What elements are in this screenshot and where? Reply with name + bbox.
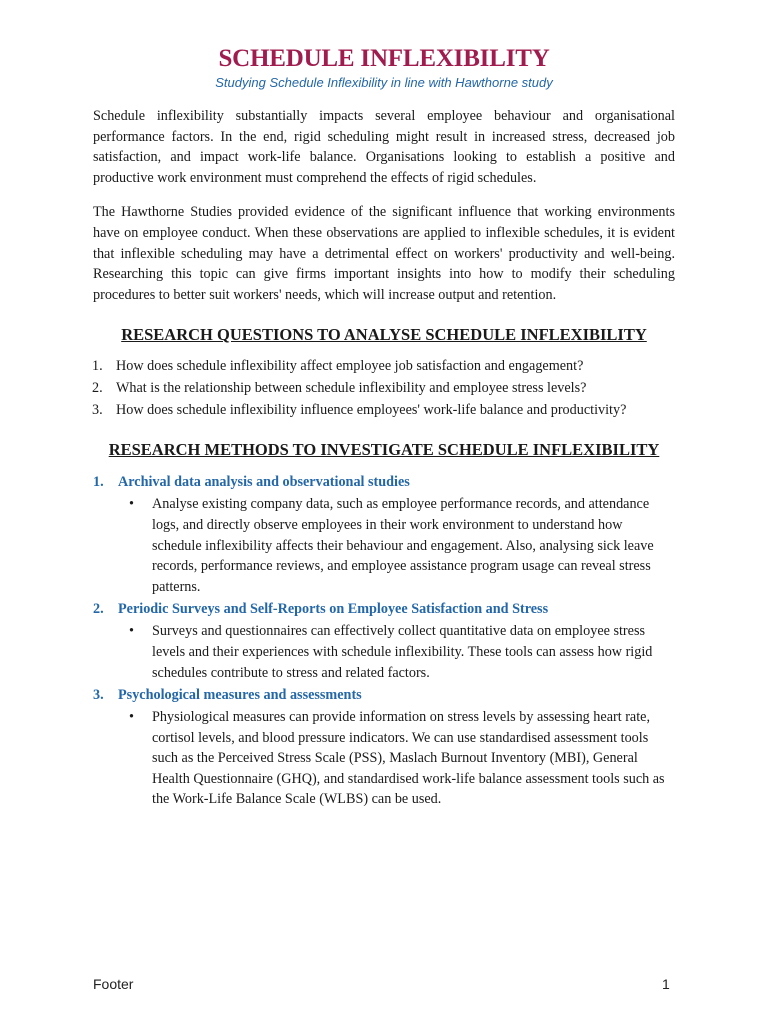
bullet-icon: • — [129, 496, 134, 513]
method-bullet — [93, 494, 675, 597]
method-title: Psychological measures and assessments — [118, 687, 362, 704]
question-text: How does schedule inflexibility influence employees' work-life balance and productivity? — [116, 402, 627, 419]
method-title: Periodic Surveys and Self-Reports on Employee Satisfaction and Stress — [118, 601, 549, 618]
research-questions-heading: RESEARCH QUESTIONS TO ANALYSE SCHEDULE INFLEXIBILITY — [121, 325, 647, 345]
method-heading — [93, 685, 675, 706]
bullet-icon: • — [129, 623, 134, 640]
question-item — [93, 378, 675, 399]
method-heading — [93, 472, 675, 493]
method-title: Archival data analysis and observational studies — [118, 474, 410, 491]
method-number: 3. — [93, 687, 104, 704]
question-item — [93, 400, 675, 421]
research-methods-list — [93, 472, 675, 810]
bullet-icon: • — [129, 709, 134, 726]
method-number: 2. — [93, 601, 104, 618]
question-text: What is the relationship between schedule inflexibility and employee stress levels? — [116, 380, 587, 397]
method-item — [93, 599, 675, 683]
question-number: 2. — [92, 380, 103, 397]
question-number: 1. — [92, 358, 103, 375]
method-bullet-text: Surveys and questionnaires can effectively collect quantitative data on employee stress levels and their experiences with schedule inflexibility. These tools can assess how rigid schedules contribute to stress and related factors. — [152, 623, 653, 681]
method-heading — [93, 599, 675, 620]
question-text: How does schedule inflexibility affect employee job satisfaction and engagement? — [116, 358, 584, 375]
method-bullet-text: Physiological measures can provide information on stress levels by assessing heart rate, cortisol levels, and blood pressure indicators. We can use standardised assessment tools such as the Perceived Stress Scale (PSS), Maslach Burnout Inventory (MBI), General Health Questionnaire (GHQ), and standardised work-life balance assessment tools such as the Work-Life Balance Scale (WLBS) can be used. — [152, 709, 665, 808]
document-subtitle: Studying Schedule Inflexibility in line with Hawthorne study — [215, 75, 553, 90]
document-title: SCHEDULE INFLEXIBILITY — [218, 45, 550, 72]
research-questions-list — [93, 356, 675, 421]
method-item — [93, 472, 675, 597]
footer-text: Footer — [93, 976, 134, 992]
question-number: 3. — [92, 402, 103, 419]
method-item — [93, 685, 675, 810]
method-bullet — [93, 621, 675, 683]
intro-paragraph-2: The Hawthorne Studies provided evidence of the significant influence that working environments have on employee conduct. When these observations are applied to inflexible schedules, it is evident that inflexible scheduling may have a detrimental effect on workers' productivity and well-being. Researching this topic can give firms important insights into how to modify their scheduling procedures to better suit workers' needs, which will increase output and retention. — [93, 204, 675, 303]
page-number: 1 — [662, 976, 670, 992]
intro-paragraph-1: Schedule inflexibility substantially impacts several employee behaviour and organisational performance factors. In the end, rigid scheduling might result in increased stress, decreased job satisfaction, and impact work-life balance. Organisations looking to establish a positive and productive work environment must comprehend the effects of rigid schedules. — [93, 108, 675, 186]
question-item — [93, 356, 675, 377]
research-methods-heading: RESEARCH METHODS TO INVESTIGATE SCHEDULE INFLEXIBILITY — [108, 440, 660, 460]
method-number: 1. — [93, 474, 104, 491]
method-bullet-text: Analyse existing company data, such as employee performance records, and attendance logs, and directly observe employees in their work environment to understand how schedule inflexibility affects their behaviour and engagement. Also, analysing sick leave records, performance reviews, and employee assistance program usage can reveal stress patterns. — [152, 496, 654, 595]
document-page — [93, 44, 675, 812]
method-bullet — [93, 707, 675, 810]
